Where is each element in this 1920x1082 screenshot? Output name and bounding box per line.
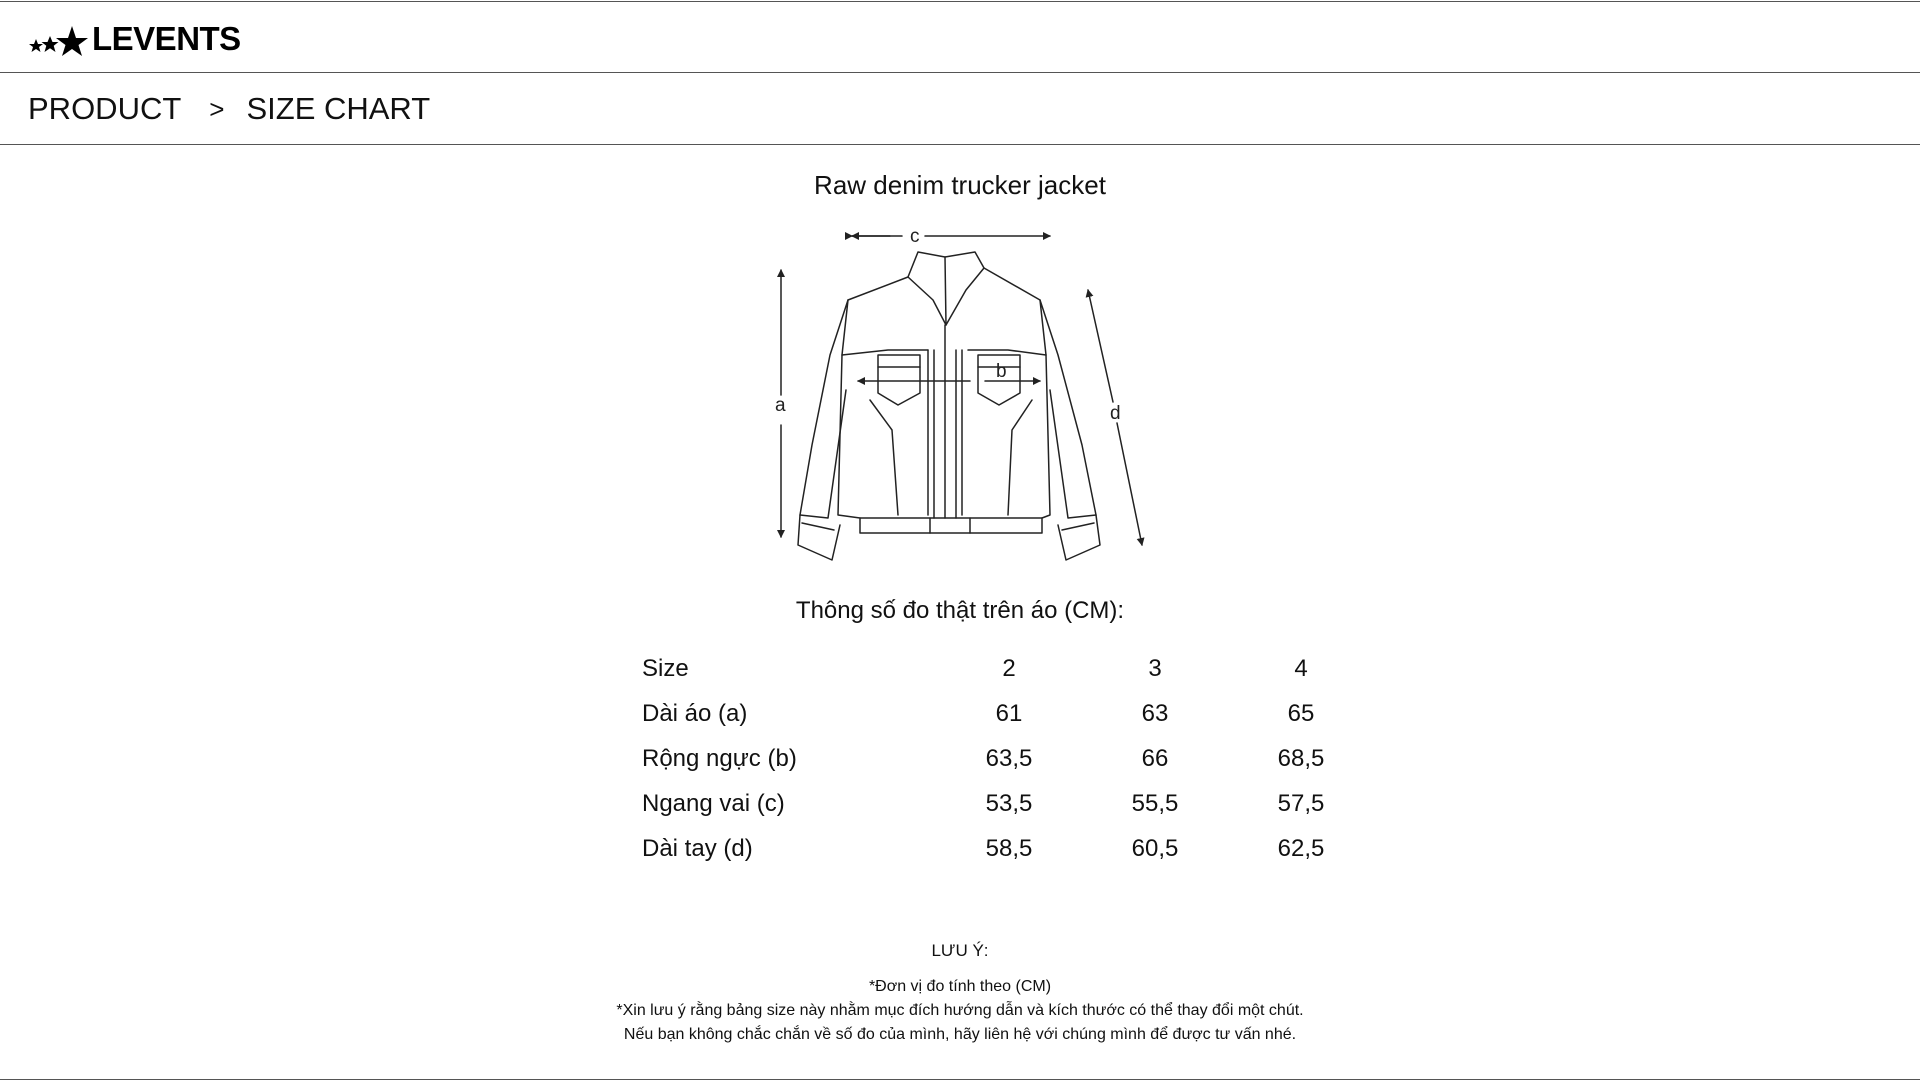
cell-value: 53,5 [985, 789, 1033, 817]
cell-value: 62,5 [1277, 834, 1325, 862]
measure-d-arrow [1088, 290, 1142, 545]
cell-value: 57,5 [1277, 789, 1325, 817]
measure-b-arrow [858, 361, 1040, 382]
breadcrumb [28, 88, 430, 130]
table-row [632, 826, 1374, 871]
breadcrumb-divider [0, 144, 1920, 145]
bottom-border [0, 1079, 1920, 1080]
table-row [632, 781, 1374, 826]
measure-c-label: c [910, 226, 920, 247]
table-header-row [632, 646, 1374, 691]
note-line: *Xin lưu ý rằng bảng size này nhằm mục đích hướng dẫn và kích thước có thể thay đổi một chút. [616, 1002, 1304, 1019]
cell-value: 68,5 [1277, 744, 1325, 772]
header-size: 2 [1002, 654, 1016, 682]
top-border [0, 1, 1920, 2]
header-size: 4 [1294, 654, 1308, 682]
cell-value: 63 [1141, 699, 1169, 727]
header-label: Size [642, 654, 689, 682]
table-row [632, 736, 1374, 781]
note-line: *Đơn vị đo tính theo (CM) [868, 978, 1052, 995]
cell-value: 55,5 [1131, 789, 1179, 817]
cell-value: 58,5 [985, 834, 1033, 862]
row-label: Dài tay (d) [642, 834, 753, 862]
measure-c-arrow [852, 226, 1050, 247]
notes-body [0, 975, 1920, 1047]
brand-logo[interactable] [28, 18, 241, 60]
row-label: Ngang vai (c) [642, 789, 785, 817]
stars-icon [28, 22, 88, 56]
cell-value: 63,5 [985, 744, 1033, 772]
cell-value: 65 [1287, 699, 1315, 727]
breadcrumb-current: SIZE CHART [246, 91, 431, 126]
measure-a-label: a [775, 395, 786, 416]
measure-a-arrow [775, 270, 786, 537]
jacket-measurement-diagram [770, 215, 1150, 570]
cell-value: 66 [1141, 744, 1169, 772]
cell-value: 61 [995, 699, 1023, 727]
note-line: Nếu bạn không chắc chắn về số đo của mình, hãy liên hệ với chúng mình để được tư vấn nhé. [623, 1026, 1297, 1043]
jacket-outline [798, 252, 1100, 560]
product-title: Raw denim trucker jacket [814, 170, 1106, 200]
size-table [632, 646, 1374, 871]
header-divider [0, 72, 1920, 73]
breadcrumb-product-link[interactable]: PRODUCT [28, 91, 182, 126]
size-table-caption: Thông số đo thật trên áo (CM): [795, 597, 1125, 624]
measure-b-label: b [996, 361, 1007, 382]
header-size: 3 [1148, 654, 1162, 682]
row-label: Dài áo (a) [642, 699, 748, 727]
breadcrumb-separator: > [209, 93, 225, 124]
measure-d-label: d [1110, 403, 1121, 424]
brand-wordmark: LEVENTS [92, 20, 241, 57]
notes-heading: LƯU Ý: [931, 941, 989, 960]
cell-value: 60,5 [1131, 834, 1179, 862]
table-row [632, 691, 1374, 736]
row-label: Rộng ngực (b) [642, 744, 797, 772]
